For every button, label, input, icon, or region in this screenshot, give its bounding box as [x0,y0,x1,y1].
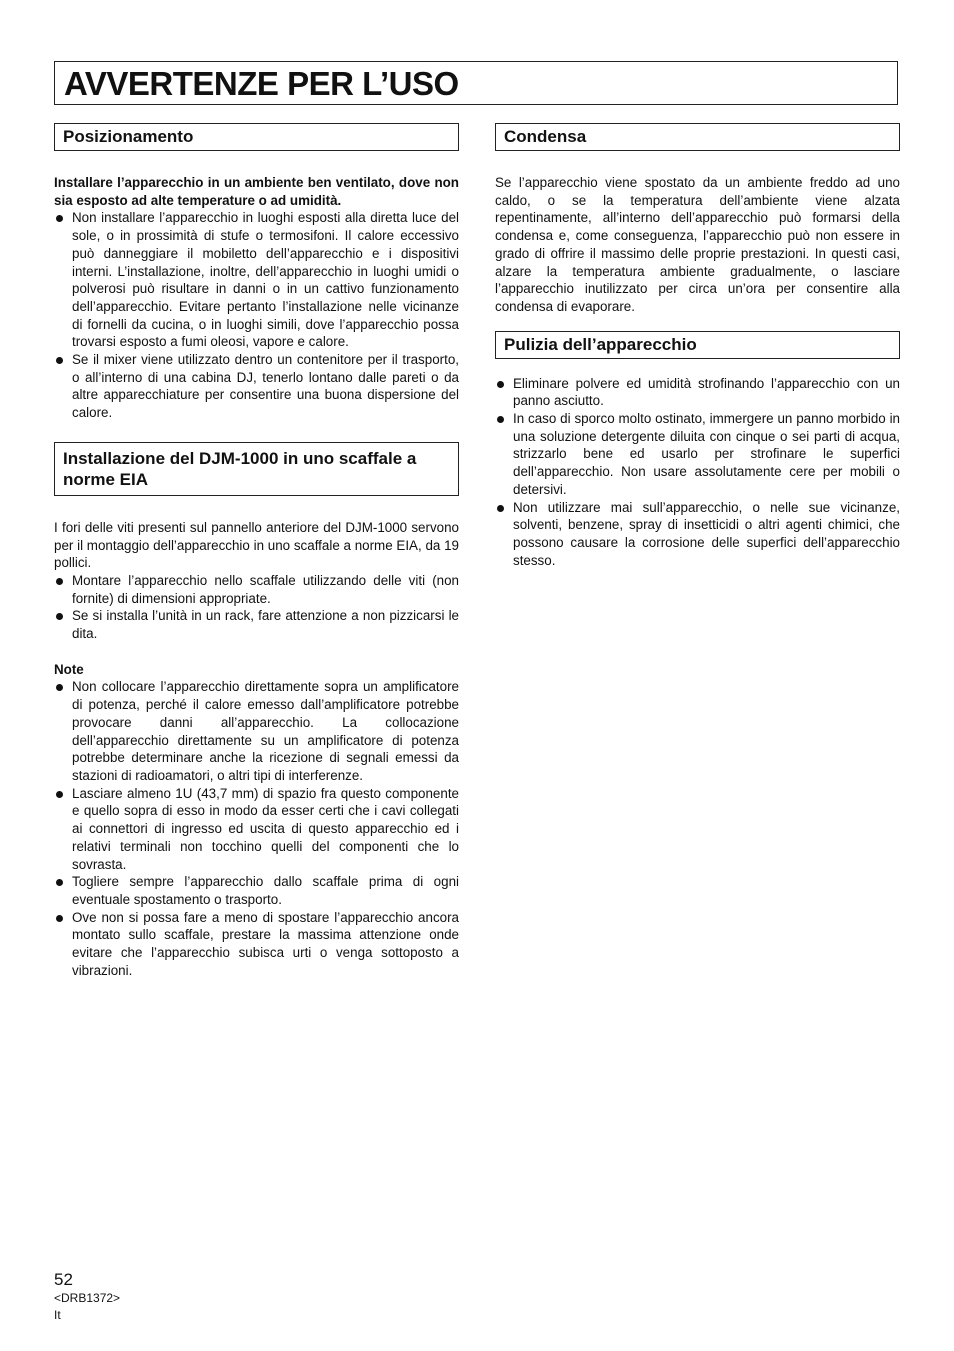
list-item: Non collocare l’apparecchio direttamente sopra un amplificatore di potenza, perché il calore emesso dall’amplificatore potrebbe provocare danni all’apparecchio. La collocazione dell’apparecchio direttamente su un amplificatore di potenza potrebbe determinare anche la ricezione di segnali emessi da stazioni di radioamatori, o altri tipi di interferenze. [54,678,459,784]
page-footer [54,1270,120,1324]
section-heading-posizionamento: Posizionamento [54,123,459,151]
list-item: Se si installa l’unità in un rack, fare attenzione a non pizzicarsi le dita. [54,607,459,642]
language-code: It [54,1308,61,1322]
section-heading-pulizia: Pulizia dell’apparecchio [495,331,900,359]
document-code: <DRB1372> [54,1291,121,1305]
list-item: Montare l’apparecchio nello scaffale utilizzando delle viti (non fornite) di dimensioni appropriate. [54,572,459,607]
posizionamento-intro: Installare l’apparecchio in un ambiente ben ventilato, dove non sia esposto ad alte temperature o ad umidità. [54,175,459,208]
list-item: Non installare l’apparecchio in luoghi esposti alla diretta luce del sole, o in prossimità di stufe o termosifoni. Il calore eccessivo può danneggiare il mobiletto dell’apparecchio e i dispositivi interni. L’installazione, inoltre, dell’apparecchio in luoghi umidi o polverosi può risultare in danni o in un cattivo funzionamento dell’apparecchio. Evitare pertanto l’installazione nelle vicinanze di fornelli da cucina, o in luoghi simili, dove l’apparecchio possa trovarsi esposto a fumi oleosi, vapore e calore. [54,209,459,351]
section-heading-installazione: Installazione del DJM-1000 in uno scaffale a norme EIA [54,442,459,496]
pulizia-list [495,375,900,570]
list-item: In caso di sporco molto ostinato, immergere un panno morbido in una soluzione detergente diluita con cinque o sei parti di acqua, strizzarlo bene ed usarlo per strofinare le superfici dell’apparecchio. Non usare assolutamente cere per mobili o detersivi. [495,410,900,499]
page-title-box [54,61,898,105]
list-item: Non utilizzare mai sull’apparecchio, o nelle sue vicinanze, solventi, benzene, spray di insetticidi o altri agenti chimici, che possono causare la corrosione delle superfici dell’apparecchio stesso. [495,499,900,570]
list-item: Togliere sempre l’apparecchio dallo scaffale prima di ogni eventuale spostamento o trasporto. [54,873,459,908]
list-item: Lasciare almeno 1U (43,7 mm) di spazio fra questo componente e quello sopra di esso in modo da esser certi che i cavi collegati ai connettori di ingresso ed uscita di questo apparecchio ed i relativi terminali non tocchino quelli del componenti che lo sovrasta. [54,785,459,874]
posizionamento-list [54,209,459,421]
page-title: AVVERTENZE PER L’USO [64,65,459,102]
right-column [495,123,900,569]
list-item: Eliminare polvere ed umidità strofinando l’apparecchio con un panno asciutto. [495,375,900,410]
condensa-body: Se l’apparecchio viene spostato da un ambiente freddo ad uno caldo, o se la temperatura dell’ambiente viene alzata repentinamente, all’interno dell’apparecchio può formarsi della condensa e, come conseguenza, l’apparecchio può non essere in grado di offrire il massimo delle proprie prestazioni. In questi casi, alzare la temperatura ambiente gradualmente, o lasciare l’apparecchio inutilizzato per circa un’ora per consentire alla condensa di evaporare. [495,175,900,314]
section-heading-condensa: Condensa [495,123,900,151]
list-item: Ove non si possa fare a meno di spostare l’apparecchio ancora montato sullo scaffale, prestare la massima attenzione onde evitare che l’apparecchio subisca urti o venga sottoposto a vibrazioni. [54,909,459,980]
installazione-intro: I fori delle viti presenti sul pannello anteriore del DJM-1000 servono per il montaggio dell’apparecchio in uno scaffale a norme EIA, da 19 pollici. [54,519,459,571]
installazione-list [54,572,459,643]
note-list [54,678,459,979]
left-column [54,123,459,979]
page-number: 52 [54,1270,73,1289]
list-item: Se il mixer viene utilizzato dentro un contenitore per il trasporto, o all’interno di una cabina DJ, tenerlo lontano dalle pareti o da altre apparecchiature per consentire una buona dispersione del calore. [54,351,459,422]
note-label: Note [54,661,84,677]
